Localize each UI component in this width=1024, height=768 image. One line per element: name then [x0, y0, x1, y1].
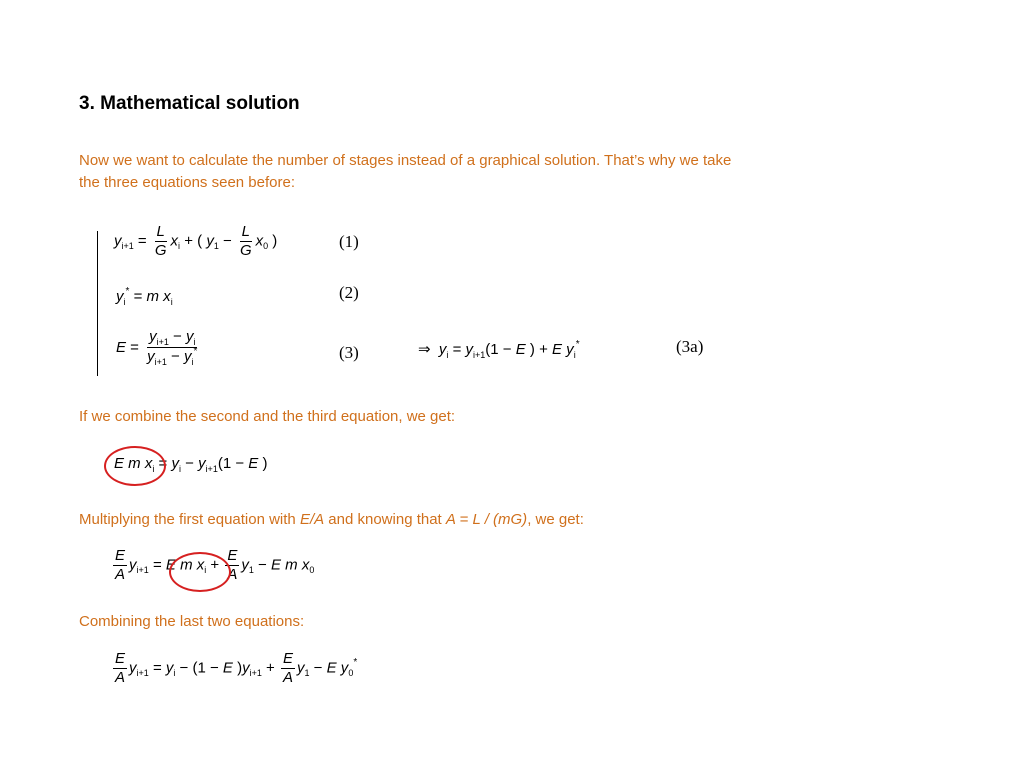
- highlight-circle-2: [169, 552, 231, 592]
- combined-equation: E m $x_i = y_i - y_{i+1}(1 - E$ ): [114, 455, 268, 474]
- final-equation: $\frac{E}{A}$ $y_{i+1} = y_i - (1 - E$ )$y_{i+1}$ + $\frac{E}{A}$ $y_1 - E$ $y_0^*$: [115, 650, 358, 686]
- multiply-text: Multiplying the first equation with E/A and knowing that A = L / (mG), we get:: [79, 511, 584, 528]
- highlight-circle: [104, 446, 166, 486]
- multiplied-equation: $\frac{E}{A}$ $y_{i+1} = E$ m $x_i$ + $\frac{E}{A}$ $y_1 - E$ m $x_0$: [115, 547, 315, 583]
- equation-1-number: (1): [339, 232, 359, 251]
- equation-bracket: [97, 231, 98, 376]
- equation-2: $y_i^* = m$ $x_i$: [116, 286, 173, 307]
- intro-paragraph: Now we want to calculate the number of stages instead of a graphical solution. That’s why we take the three equations seen before:: [79, 152, 732, 191]
- combine-text: If we combine the second and the third equation, we get:: [79, 408, 456, 425]
- section-heading: 3. Mathematical solution: [79, 93, 300, 114]
- equation-1: $y_{i+1}$ = $\frac{L}{G}$ $x_i$ + ( $y_1$ − $\frac{L}{G}$ $x_0$ ): [114, 223, 278, 259]
- last-text: Combining the last two equations:: [79, 613, 305, 630]
- equation-3-number: (3): [339, 343, 359, 362]
- equation-2-number: (2): [339, 283, 359, 302]
- equation-3: E = $\frac{y_{i+1} - y_i}{y_{i+1} - y_i^*}$: [116, 328, 198, 367]
- equation-3a: ⇒ $y_i = y_{i+1}(1 - E$ ) + E $y_i^*$: [418, 339, 580, 360]
- equation-3a-number: (3a): [676, 337, 704, 356]
